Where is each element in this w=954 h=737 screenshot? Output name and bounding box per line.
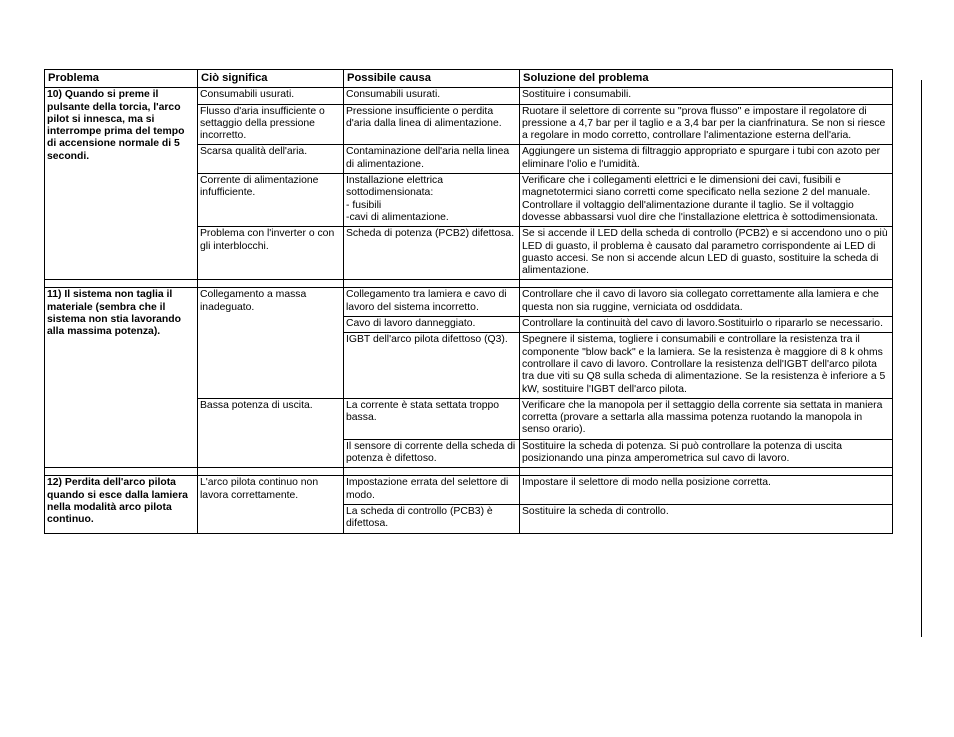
meaning-cell: Collegamento a massa inadeguato. — [198, 288, 344, 398]
meaning-cell: Bassa potenza di uscita. — [198, 398, 344, 467]
solution-cell: Sostituire i consumabili. — [520, 88, 893, 104]
spacer-cell — [520, 468, 893, 476]
group-spacer — [45, 468, 893, 476]
meaning-cell: Corrente di alimentazione infufficiente. — [198, 174, 344, 227]
header-row — [45, 70, 893, 88]
solution-cell: Verificare che la manopola per il settaggio della corrente sia settata in maniera corretta (provare a settarla alla massima potenza ruotando la manopola in senso orario). — [520, 398, 893, 439]
spacer-cell — [344, 468, 520, 476]
cause-cell: La scheda di controllo (PCB3) è difettosa. — [344, 504, 520, 533]
meaning-cell: Consumabili usurati. — [198, 88, 344, 104]
cause-cell: Installazione elettrica sottodimensionata: - fusibili -cavi di alimentazione. — [344, 174, 520, 227]
cause-cell: Collegamento tra lamiera e cavo di lavoro del sistema incorretto. — [344, 288, 520, 317]
cause-cell: Impostazione errata del selettore di modo. — [344, 476, 520, 505]
cause-cell: Pressione insufficiente o perdita d'aria dalla linea di alimentazione. — [344, 104, 520, 145]
header-cio-significa: Ciò significa — [198, 70, 344, 88]
solution-cell: Aggiungere un sistema di filtraggio appropriato e spurgare i tubi con azoto per eliminare l'olio e l'umidità. — [520, 145, 893, 174]
cause-cell: IGBT dell'arco pilota difettoso (Q3). — [344, 333, 520, 398]
table-row — [45, 288, 893, 317]
problem-cell: 11) Il sistema non taglia il materiale (sembra che il sistema non stia lavorando alla massima potenza). — [45, 288, 198, 468]
solution-cell: Sostituire la scheda di potenza. Si può controllare la potenza di uscita posizionando una pinza amperometrica sul cavo di lavoro. — [520, 439, 893, 468]
problem-cell: 12) Perdita dell'arco pilota quando si esce dalla lamiera nella modalità arco pilota continuo. — [45, 476, 198, 533]
cause-cell: Cavo di lavoro danneggiato. — [344, 317, 520, 333]
problem-cell: 10) Quando si preme il pulsante della torcia, l'arco pilot si innesca, ma si interrompe prima del tempo di accensione normale di 5 secondi. — [45, 88, 198, 280]
cause-cell: Contaminazione dell'aria nella linea di alimentazione. — [344, 145, 520, 174]
table-row — [45, 88, 893, 104]
spacer-cell — [198, 468, 344, 476]
solution-cell: Sostituire la scheda di controllo. — [520, 504, 893, 533]
troubleshooting-table — [44, 69, 893, 534]
spacer-cell — [520, 280, 893, 288]
meaning-cell: L'arco pilota continuo non lavora correttamente. — [198, 476, 344, 533]
solution-cell: Ruotare il selettore di corrente su "prova flusso" e impostare il regolatore di pressione a 4,7 bar per il taglio e a 3,4 bar per la cianfrinatura. Se non si riesce a regolare in modo corretto, controllare l'alimentazione esterna dell'aria. — [520, 104, 893, 145]
group-spacer — [45, 280, 893, 288]
cause-cell: Scheda di potenza (PCB2) difettosa. — [344, 227, 520, 280]
cause-cell: Il sensore di corrente della scheda di potenza è difettoso. — [344, 439, 520, 468]
meaning-cell: Problema con l'inverter o con gli interblocchi. — [198, 227, 344, 280]
solution-cell: Se si accende il LED della scheda di controllo (PCB2) e si accendono uno o più LED di guasto, il problema è causato dal parametro corrispondente ai LED di guasto accesi. Se non si accende alcun LED di guasto, sostituire la scheda di alimentazione. — [520, 227, 893, 280]
solution-cell: Impostare il selettore di modo nella posizione corretta. — [520, 476, 893, 505]
cause-cell: Consumabili usurati. — [344, 88, 520, 104]
cause-cell: La corrente è stata settata troppo bassa. — [344, 398, 520, 439]
spacer-cell — [198, 280, 344, 288]
header-possibile-causa: Possibile causa — [344, 70, 520, 88]
spacer-cell — [344, 280, 520, 288]
solution-cell: Spegnere il sistema, togliere i consumabili e controllare la resistenza tra il componente "blow back" e la lamiera. Se la resistenza è maggiore di 8 k ohms controllare il cavo di lavoro. Controllare la resistenza dell'IGBT dell'arco pilota tra due viti su Q8 sulla scheda di alimentazione. Se la resistenza è inferiore a 5 kW, sostituire l'IGBT dell'arco pilota. — [520, 333, 893, 398]
meaning-cell: Scarsa qualità dell'aria. — [198, 145, 344, 174]
table-row — [45, 476, 893, 505]
spacer-cell — [45, 468, 198, 476]
header-soluzione: Soluzione del problema — [520, 70, 893, 88]
solution-cell: Verificare che i collegamenti elettrici e le dimensioni dei cavi, fusibili e magnetotermici siano corretti come specificato nella sezione 2 del manuale. Controllare il voltaggio dell'alimentazione durante il taglio. Se il voltaggio dovesse abbassarsi vuol dire che l'installazione elettrica è sottodimensionata. — [520, 174, 893, 227]
spacer-cell — [45, 280, 198, 288]
solution-cell: Controllare la continuità del cavo di lavoro.Sostituirlo o ripararlo se necessario. — [520, 317, 893, 333]
solution-cell: Controllare che il cavo di lavoro sia collegato correttamente alla lamiera e che questa non sia ruggine, verniciata od osddidata. — [520, 288, 893, 317]
meaning-cell: Flusso d'aria insufficiente o settaggio della pressione incorretto. — [198, 104, 344, 145]
header-problema: Problema — [45, 70, 198, 88]
page-margin-rule — [921, 80, 922, 637]
